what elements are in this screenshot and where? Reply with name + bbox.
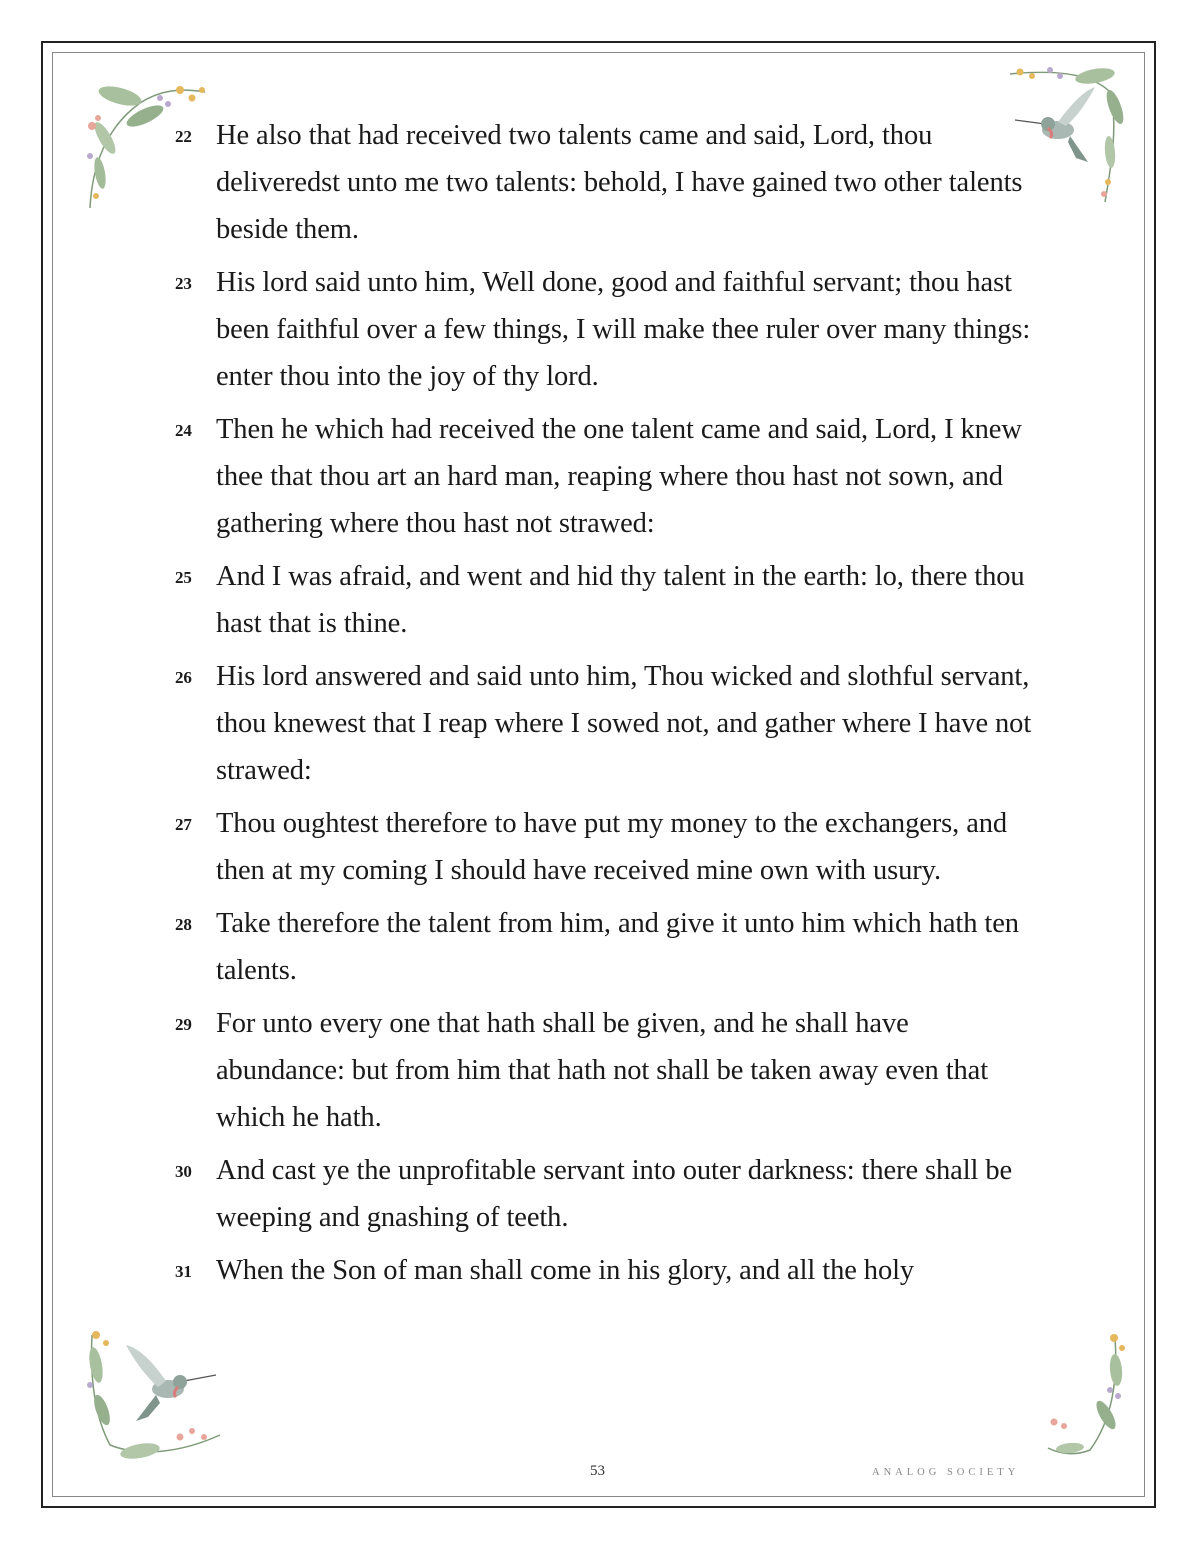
- verse-text: And cast ye the unprofitable servant into outer darkness: there shall be weeping and gnashing of teeth.: [216, 1155, 1013, 1233]
- verse-number: 25: [175, 568, 192, 587]
- verse-text: For unto every one that hath shall be given, and he shall have abundance: but from him that hath not shall be taken away even that which he hath.: [216, 1008, 989, 1133]
- verse-number: 24: [175, 421, 192, 440]
- verse-22: [175, 112, 1035, 253]
- verse-number: 23: [175, 274, 192, 293]
- verse-text: His lord answered and said unto him, Thou wicked and slothful servant, thou knewest that I reap where I sowed not, and gather where I have not strawed:: [216, 661, 1032, 786]
- verse-26: [175, 653, 1035, 794]
- verse-number: 26: [175, 668, 192, 687]
- verse-number: 29: [175, 1015, 192, 1034]
- verse-31: [175, 1247, 1035, 1294]
- verse-text: Thou oughtest therefore to have put my money to the exchangers, and then at my coming I should have received mine own with usury.: [216, 808, 1008, 886]
- verse-text: When the Son of man shall come in his glory, and all the holy: [216, 1255, 915, 1286]
- verse-30: [175, 1147, 1035, 1241]
- verse-27: [175, 800, 1035, 894]
- verse-list: [175, 112, 1035, 1300]
- verse-text: Then he which had received the one talent came and said, Lord, I knew thee that thou art an hard man, reaping where thou hast not sown, and gathering where thou hast not strawed:: [216, 414, 1022, 539]
- verse-text: Take therefore the talent from him, and give it unto him which hath ten talents.: [216, 908, 1019, 986]
- verse-25: [175, 553, 1035, 647]
- verse-24: [175, 406, 1035, 547]
- verse-23: [175, 259, 1035, 400]
- verse-29: [175, 1000, 1035, 1141]
- verse-28: [175, 900, 1035, 994]
- verse-text: His lord said unto him, Well done, good and faithful servant; thou hast been faithful over a few things, I will make thee ruler over many things: enter thou into the joy of thy lord.: [216, 267, 1031, 392]
- verse-number: 22: [175, 127, 192, 146]
- verse-number: 30: [175, 1162, 192, 1181]
- page-number: 53: [590, 1463, 605, 1479]
- floral-corner-bottom-left: [80, 1325, 230, 1465]
- verse-number: 31: [175, 1262, 192, 1281]
- brand-footer: ANALOG SOCIETY: [872, 1467, 1020, 1478]
- floral-corner-bottom-right: [1040, 1330, 1130, 1460]
- verse-text: He also that had received two talents came and said, Lord, thou deliveredst unto me two talents: behold, I have gained two other talents beside them.: [216, 120, 1023, 245]
- verse-number: 27: [175, 815, 192, 834]
- hummingbird-icon: [126, 1345, 216, 1421]
- verse-text: And I was afraid, and went and hid thy talent in the earth: lo, there thou hast that is thine.: [216, 561, 1025, 639]
- verse-number: 28: [175, 915, 192, 934]
